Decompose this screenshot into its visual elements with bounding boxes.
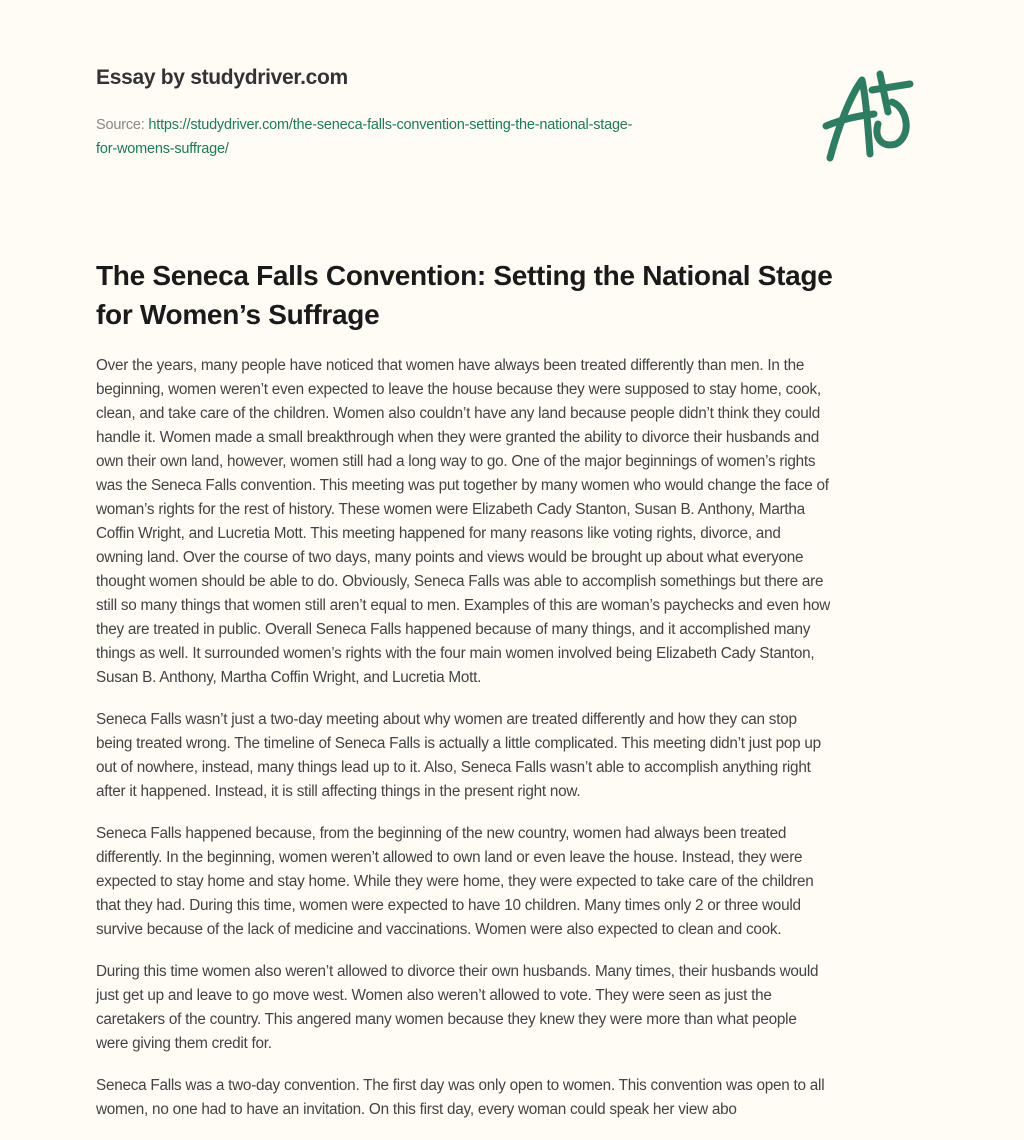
paragraph-line: During this time women also weren’t allowed to divorce their own husbands. Many times, their husbands would xyxy=(96,963,819,980)
paragraph-line: after it happened. Instead, it is still affecting things in the present right now. xyxy=(96,783,581,800)
a-plus-logo xyxy=(818,68,928,166)
paragraph-line: expected to stay home and stay home. While they were home, they were expected to take care of the children xyxy=(96,873,814,890)
paragraph-line: that they had. During this time, women were expected to have 10 children. Many times only 2 or three would xyxy=(96,897,801,914)
paragraph-line: were giving them credit for. xyxy=(96,1035,272,1052)
paragraph-line: still so many things that women still aren’t equal to men. Examples of this are woman’s paychecks and even how xyxy=(96,597,831,614)
essay-paragraph xyxy=(96,354,936,690)
source-link[interactable]: https://studydriver.com/the-seneca-falls-convention-setting-the-national-stage- for-womens-suffrage/ xyxy=(96,117,633,157)
paragraph-line: out of nowhere, instead, many things lead up to it. Also, Seneca Falls wasn’t able to accomplish anything right xyxy=(96,759,811,776)
essay-paragraph xyxy=(96,1074,936,1122)
source-line xyxy=(96,113,776,161)
paragraph-line: caretakers of the country. This angered many women because they knew they were more than what people xyxy=(96,1011,797,1028)
paragraph-line: thought women should be able to do. Obviously, Seneca Falls was able to accomplish somethings but there are xyxy=(96,573,824,590)
essay-paragraph xyxy=(96,960,936,1056)
paragraph-line: Seneca Falls was a two-day convention. The first day was only open to women. This convention was open to all xyxy=(96,1077,825,1094)
source-label: Source: xyxy=(96,117,149,133)
paragraph-line: Seneca Falls wasn’t just a two-day meeting about why women are treated differently and how they can stop xyxy=(96,711,797,728)
paragraph-line: woman’s rights for the rest of history. These women were Elizabeth Cady Stanton, Susan B. Anthony, Martha xyxy=(96,501,805,518)
paragraph-line: survive because of the lack of medicine and vaccinations. Women were also expected to clean and cook. xyxy=(96,921,782,938)
paragraph-line: Seneca Falls happened because, from the beginning of the new country, women had always been treated xyxy=(96,825,787,842)
paragraph-line: Coffin Wright, and Lucretia Mott. This meeting happened for many reasons like voting rights, divorce, and xyxy=(96,525,781,542)
site-brand: Essay by studydriver.com xyxy=(96,66,348,89)
paragraph-line: beginning, women weren’t even expected to leave the house because they were supposed to stay home, cook, xyxy=(96,381,821,398)
paragraph-line: just get up and leave to go move west. Women also weren’t allowed to vote. They were seen as just the xyxy=(96,987,772,1004)
paragraph-line: they are treated in public. Overall Seneca Falls happened because of many things, and it accomplished many xyxy=(96,621,811,638)
paragraph-line: being treated wrong. The timeline of Seneca Falls is actually a little complicated. This meeting didn’t just pop up xyxy=(96,735,821,752)
paragraph-line: things as well. It surrounded women’s rights with the four main women involved being Elizabeth Cady Stanton, xyxy=(96,645,815,662)
paragraph-line: handle it. Women made a small breakthrough when they were granted the ability to divorce their husbands and xyxy=(96,429,819,446)
paragraph-line: was the Seneca Falls convention. This meeting was put together by many women who would change the face of xyxy=(96,477,829,494)
essay-paragraph xyxy=(96,822,936,942)
paragraph-line: Over the years, many people have noticed that women have always been treated differently than men. In the xyxy=(96,357,805,374)
paragraph-line: women, no one had to have an invitation. On this first day, every woman could speak her view abo xyxy=(96,1101,737,1118)
essay-title: The Seneca Falls Convention: Setting the National Stage for Women’s Suffrage xyxy=(96,260,833,330)
paragraph-line: own their own land, however, women still had a long way to go. One of the major beginnings of women’s rights xyxy=(96,453,816,470)
essay-body xyxy=(96,354,936,1140)
paragraph-line: owning land. Over the course of two days, many points and views would be brought up about what everyone xyxy=(96,549,804,566)
paragraph-line: clean, and take care of the children. Women also couldn’t have any land because people didn’t think they could xyxy=(96,405,820,422)
paragraph-line: differently. In the beginning, women weren’t allowed to own land or even leave the house. Instead, they were xyxy=(96,849,803,866)
paragraph-line: Susan B. Anthony, Martha Coffin Wright, and Lucretia Mott. xyxy=(96,669,482,686)
essay-paragraph xyxy=(96,708,936,804)
